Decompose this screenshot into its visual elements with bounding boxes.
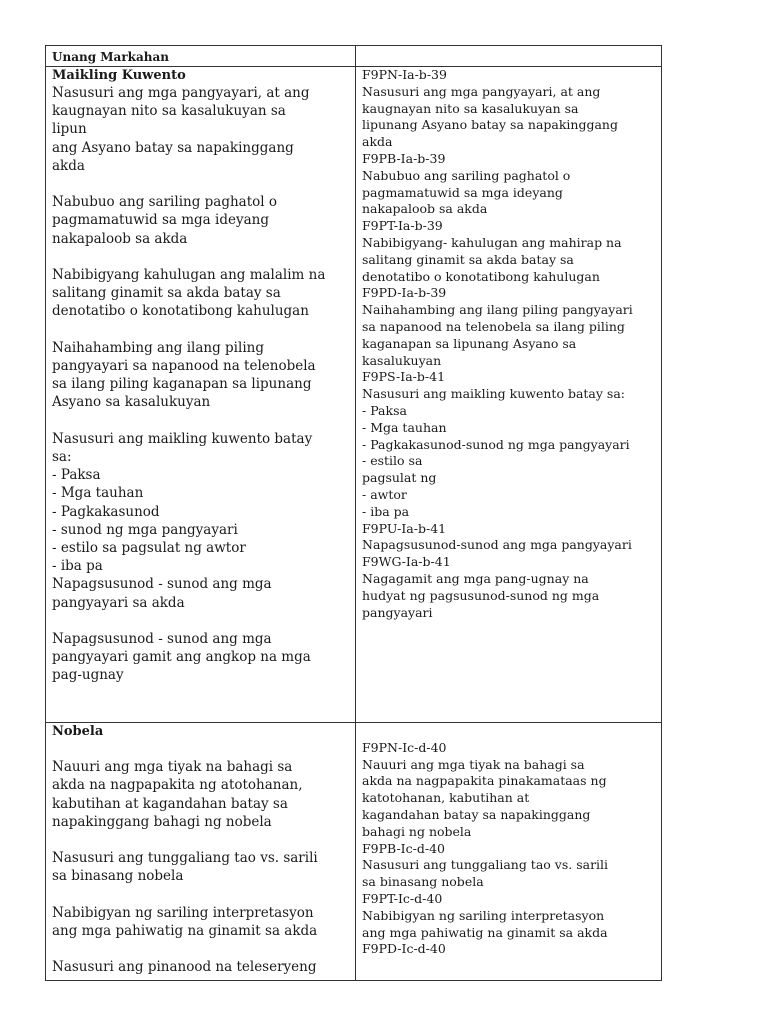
code-line: - Mga tauhan: [362, 419, 447, 435]
code-line: - estilo sa: [362, 453, 423, 469]
code-line: nakapaloob sa akda: [362, 201, 488, 217]
competency-list: [52, 740, 349, 977]
competency-line: denotatibo o konotatibong kahulugan: [52, 303, 309, 320]
code-line: pagsulat ng: [362, 470, 437, 486]
competency-line: Nauuri ang mga tiyak na bahagi sa: [52, 759, 293, 776]
code-line: F9PS-Ia-b-41: [362, 369, 446, 385]
competency-line: Nasusuri ang maikling kuwento batay: [52, 430, 313, 447]
code-line: Nabubuo ang sariling paghatol o: [362, 167, 571, 183]
code-line: [362, 723, 655, 740]
code-line: salitang ginamit sa akda batay sa: [362, 251, 574, 267]
competency-line: nakapaloob sa akda: [52, 230, 188, 247]
code-line: akda na nagpapakita pinakamataas ng: [362, 773, 607, 789]
code-line: F9PB-Ia-b-39: [362, 150, 446, 166]
code-line: F9PN-Ia-b-39: [362, 67, 447, 82]
code-line: Naihahambing ang ilang piling pangyayari: [362, 302, 633, 318]
competency-line: akda na nagpapakita ng atotohanan,: [52, 777, 303, 794]
competency-line: Nabibigyan ng sariling interpretasyon: [52, 904, 314, 921]
competency-line: kaugnayan nito sa kasalukuyan sa: [52, 103, 286, 120]
competency-line: [52, 940, 349, 958]
competency-line: Napagsusunod - sunod ang mga: [52, 631, 272, 648]
competency-line: [52, 831, 349, 849]
section-right-cell: [356, 723, 662, 981]
competency-line: [52, 612, 349, 630]
competency-line: Nasusuri ang mga pangyayari, at ang: [52, 85, 310, 101]
competency-line: pag-ugnay: [52, 667, 124, 684]
competency-line: - iba pa: [52, 558, 103, 575]
header-right-cell: [356, 46, 662, 67]
competency-line: - sunod ng mga pangyayari: [52, 521, 238, 538]
competency-line: [52, 248, 349, 266]
competency-line: - estilo sa pagsulat ng awtor: [52, 540, 246, 557]
code-line: F9PD-Ic-d-40: [362, 941, 446, 957]
section-left-cell: [46, 723, 356, 981]
code-line: Nasusuri ang maikling kuwento batay sa:: [362, 386, 625, 402]
competency-line: - Mga tauhan: [52, 485, 144, 502]
competency-list: [52, 84, 349, 685]
code-line: Nabibigyang- kahulugan ang mahirap na: [362, 234, 622, 250]
code-line: kaugnayan nito sa kasalukuyan sa: [362, 100, 579, 116]
section-title: Nobela: [52, 724, 104, 739]
code-line: F9PN-Ic-d-40: [362, 739, 447, 755]
code-line: lipunang Asyano batay sa napakinggang: [362, 117, 618, 133]
code-line: - awtor: [362, 486, 407, 502]
competency-line: sa binasang nobela: [52, 868, 184, 885]
competency-line: [52, 886, 349, 904]
code-line: F9PU-Ia-b-41: [362, 520, 447, 536]
code-line: Napagsusunod-sunod ang mga pangyayari: [362, 537, 632, 553]
code-list: [362, 67, 655, 621]
competency-line: Asyano sa kasalukuyan: [52, 394, 211, 411]
code-line: pangyayari: [362, 604, 433, 620]
code-line: Nasusuri ang mga pangyayari, at ang: [362, 83, 601, 99]
header-left-cell: [46, 46, 356, 67]
code-list: [362, 723, 655, 958]
competency-line: Nabubuo ang sariling paghatol o: [52, 194, 278, 211]
code-line: denotatibo o konotatibong kahulugan: [362, 268, 600, 284]
code-line: sa napanood na telenobela sa ilang piling: [362, 318, 625, 334]
code-line: Nagagamit ang mga pang-ugnay na: [362, 570, 589, 586]
code-line: kaganapan sa lipunang Asyano sa: [362, 335, 577, 351]
section-title: Maikling Kuwento: [52, 68, 186, 83]
code-line: F9PT-Ia-b-39: [362, 218, 443, 234]
competency-line: pangyayari sa napanood na telenobela: [52, 358, 316, 374]
section-right-cell: [356, 67, 662, 723]
competency-line: sa:: [52, 449, 72, 465]
competency-line: Naihahambing ang ilang piling: [52, 339, 264, 356]
section-left-cell: [46, 67, 356, 723]
competency-line: ang Asyano batay sa napakinggang: [52, 139, 294, 156]
code-line: sa binasang nobela: [362, 874, 484, 890]
competency-line: pangyayari gamit ang angkop na mga: [52, 649, 311, 666]
code-line: hudyat ng pagsusunod-sunod ng mga: [362, 587, 600, 603]
competency-line: - Paksa: [52, 467, 101, 484]
competency-line: - Pagkakasunod: [52, 503, 160, 520]
code-line: F9WG-Ia-b-41: [362, 554, 451, 570]
competency-line: Nasusuri ang pinanood na teleseryeng: [52, 959, 317, 976]
code-line: katotohanan, kabutihan at: [362, 790, 530, 806]
code-line: F9PT-Ic-d-40: [362, 890, 443, 906]
competency-line: akda: [52, 157, 85, 174]
code-line: - Pagkakasunod-sunod ng mga pangyayari: [362, 436, 630, 452]
code-line: F9PD-Ia-b-39: [362, 285, 447, 301]
competency-line: Napagsusunod - sunod ang mga: [52, 576, 272, 593]
competency-line: sa ilang piling kaganapan sa lipunang: [52, 376, 312, 393]
competency-line: kabutihan at kagandahan batay sa: [52, 795, 288, 812]
section-row: [46, 67, 662, 723]
code-line: Nauuri ang mga tiyak na bahagi sa: [362, 756, 585, 772]
code-line: - iba pa: [362, 503, 410, 519]
code-line: Nasusuri ang tunggaliang tao vs. sarili: [362, 857, 609, 873]
code-line: kagandahan batay sa napakinggang: [362, 806, 591, 822]
competency-line: napakinggang bahagi ng nobela: [52, 813, 272, 830]
competency-line: Nabibigyang kahulugan ang malalim na: [52, 267, 326, 283]
code-line: akda: [362, 134, 393, 150]
code-line: Nabibigyan ng sariling interpretasyon: [362, 907, 605, 923]
competency-line: [52, 321, 349, 339]
competency-line: pagmamatuwid sa mga ideyang: [52, 212, 269, 229]
code-line: - Paksa: [362, 402, 407, 418]
competency-line: [52, 175, 349, 193]
header-row: [46, 46, 662, 67]
code-line: kasalukuyan: [362, 352, 442, 368]
code-line: pagmamatuwid sa mga ideyang: [362, 184, 563, 200]
code-line: F9PB-Ic-d-40: [362, 840, 445, 856]
competency-line: salitang ginamit sa akda batay sa: [52, 285, 281, 302]
competency-line: lipun: [52, 121, 87, 138]
quarter-title: Unang Markahan: [52, 50, 169, 64]
competency-line: [52, 740, 349, 758]
curriculum-table: [45, 45, 662, 981]
code-line: bahagi ng nobela: [362, 823, 472, 839]
competency-line: pangyayari sa akda: [52, 594, 185, 611]
section-row: [46, 723, 662, 981]
code-line: ang mga pahiwatig na ginamit sa akda: [362, 924, 608, 940]
competency-line: Nasusuri ang tunggaliang tao vs. sarili: [52, 850, 318, 867]
competency-line: [52, 412, 349, 430]
competency-line: ang mga pahiwatig na ginamit sa akda: [52, 922, 318, 939]
